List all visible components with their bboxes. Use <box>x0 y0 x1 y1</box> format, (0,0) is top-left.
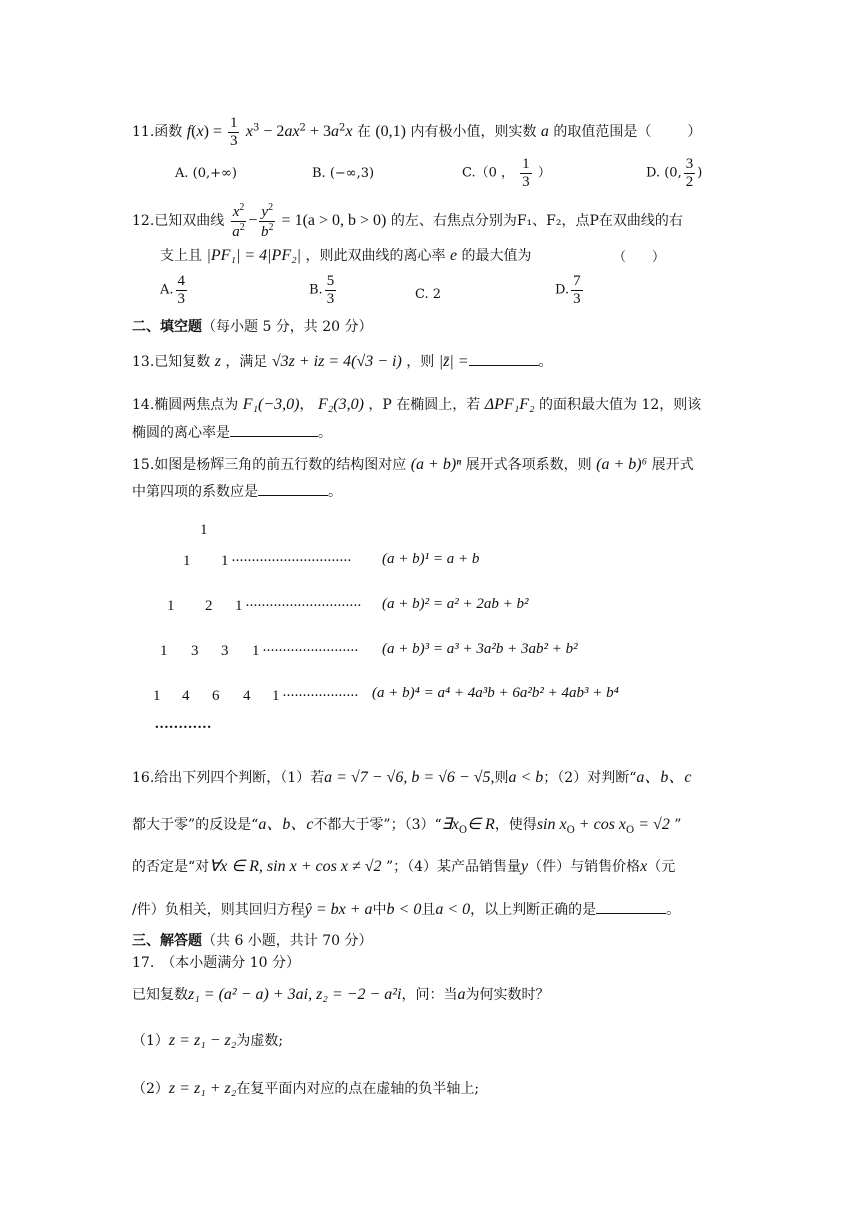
q12-option-c: C. 2 <box>415 287 442 302</box>
expansion-1: (a + b)¹ = a + b <box>382 551 480 567</box>
expansion-2: (a + b)² = a² + 2ab + b² <box>382 596 529 612</box>
q11-option-d: D. (0, $\frac{3}{2}$ ) <box>646 156 703 190</box>
triangle-cell: 1 <box>221 553 229 569</box>
question-14-line2: 椭圆的离心率是 。 <box>132 425 332 441</box>
triangle-cell: 1 <box>153 688 161 704</box>
continuation-dots: ............ <box>155 716 212 732</box>
fraction-one-third: $\frac{1}{3}$ <box>229 115 238 149</box>
question-17-stem: 已知复数z₁ = (a² − a) + 3ai, z₂ = −2 − a²i，问：当a为何实数时？ <box>132 986 550 1003</box>
answer-paren: （ ） <box>613 250 666 265</box>
question-16-line2: 都大于零”的反设是“a、b、c不都大于零”；$(3)“\exists x_O\in$ R，使得$\sin x_O + \cos x_O = √2$ ” <box>132 816 682 836</box>
triangle-cell: 4 <box>243 688 251 704</box>
question-16-line4: /件）负相关，则其回归方程ŷ = bx + a中b < 0且a < 0，以上判断正确的是 。 <box>132 901 681 918</box>
triangle-cell: 4 <box>182 688 190 704</box>
question-11-stem: 11.函数 f(x) = $\frac{1}{3}$ $x^3 - 2ax^2 + 3a^2x$ 在 (0,1) 内有极小值，则实数 a 的取值范围是（ ） <box>132 115 702 149</box>
question-12-stem: 12.已知双曲线 $\frac{x^2}{a^2}$ − $\frac{y^2}{b^2}$ = 1(a > 0, b > 0) 的左、右焦点分别为F₁、F₂，点P在双曲线的右 <box>132 202 683 240</box>
dotted-leader: ····························· <box>245 598 361 614</box>
question-17-part-1: （1）z = z₁ − z₂为虚数; <box>132 1032 284 1049</box>
triangle-cell: 1 <box>183 553 191 569</box>
q11-option-b: B. (−∞,3) <box>312 166 375 181</box>
question-16-line3: 的否定是“对∀x ∈ R, sin x + cos x ≠ √2 ”；（4）某产品销售量y（件）与销售价格x（元 <box>132 858 676 875</box>
triangle-cell: 1 <box>200 522 208 538</box>
answer-blank <box>230 424 318 437</box>
q11-option-c: C.（0 ， $\frac{1}{3}$ ） <box>462 156 551 190</box>
q11-prefix: 11.函数 <box>132 124 183 140</box>
answer-blank <box>469 353 539 366</box>
question-16-line1: 16.给出下列四个判断，（1）若a = √7 − √6, b = √6 − √5,则a < b；（2）对判断“a、b、c <box>132 769 692 786</box>
q12-option-b: B. $\frac{5}{3}$ <box>309 273 335 307</box>
answer-blank <box>258 483 328 496</box>
triangle-cell: 3 <box>191 643 199 659</box>
question-17-title: 17. （本小题满分 10 分） <box>132 955 300 971</box>
triangle-cell: 1 <box>160 643 168 659</box>
triangle-cell: 3 <box>221 643 229 659</box>
section-3-heading: 三、解答题（共 6 小题，共计 70 分） <box>132 933 373 949</box>
q11-function: f <box>186 123 192 140</box>
q11-interval: (0,1) <box>375 123 406 140</box>
q13-equation: √3z + iz = 4(√3 − i) <box>271 353 402 370</box>
question-15-line2: 中第四项的系数应是 。 <box>132 484 342 500</box>
triangle-cell: 2 <box>205 598 213 614</box>
triangle-cell: 6 <box>212 688 220 704</box>
question-15-line1: 15.如图是杨辉三角的前五行数的结构图对应 (a + b)ⁿ 展开式各项系数，则 (a + b)⁶ 展开式 <box>132 456 694 473</box>
q12-option-d: D. $\frac{7}{3}$ <box>555 273 581 307</box>
answer-blank <box>596 901 666 914</box>
q12-option-a: A. $\frac{4}{3}$ <box>160 273 186 307</box>
question-17-part-2: （2）z = z₁ + z₂在复平面内对应的点在虚轴的负半轴上; <box>132 1080 480 1097</box>
question-14-line1: 14.椭圆两焦点为 F₁(−3,0)， F₂(3,0) ，P 在椭圆上，若 ΔPF₁F₂ 的面积最大值为 12，则该 <box>132 396 702 413</box>
expansion-4: (a + b)⁴ = a⁴ + 4a³b + 6a²b² + 4ab³ + b⁴ <box>372 685 619 701</box>
question-12-line2: 支上且 |PF₁| = 4|PF₂| ，则此双曲线的离心率 e 的最大值为 <box>160 247 532 264</box>
q11-option-a: A. (0,+∞) <box>175 166 237 181</box>
triangle-cell: 1 <box>272 688 280 704</box>
dotted-leader: ························ <box>262 643 358 659</box>
section-2-heading: 二、填空题（每小题 5 分，共 20 分） <box>132 319 373 335</box>
triangle-cell: 1 <box>167 598 175 614</box>
dotted-leader: ··················· <box>282 688 358 704</box>
expansion-3: (a + b)³ = a³ + 3a²b + 3ab² + b² <box>382 641 578 657</box>
question-13: 13.已知复数 z ，满足 √3z + iz = 4(√3 − i) ，则 |z̄| = 。 <box>132 353 553 370</box>
dotted-leader: ······························ <box>231 553 351 569</box>
triangle-cell: 1 <box>252 643 260 659</box>
q12-condition: = 1(a > 0, b > 0) <box>281 212 387 229</box>
triangle-cell: 1 <box>235 598 243 614</box>
